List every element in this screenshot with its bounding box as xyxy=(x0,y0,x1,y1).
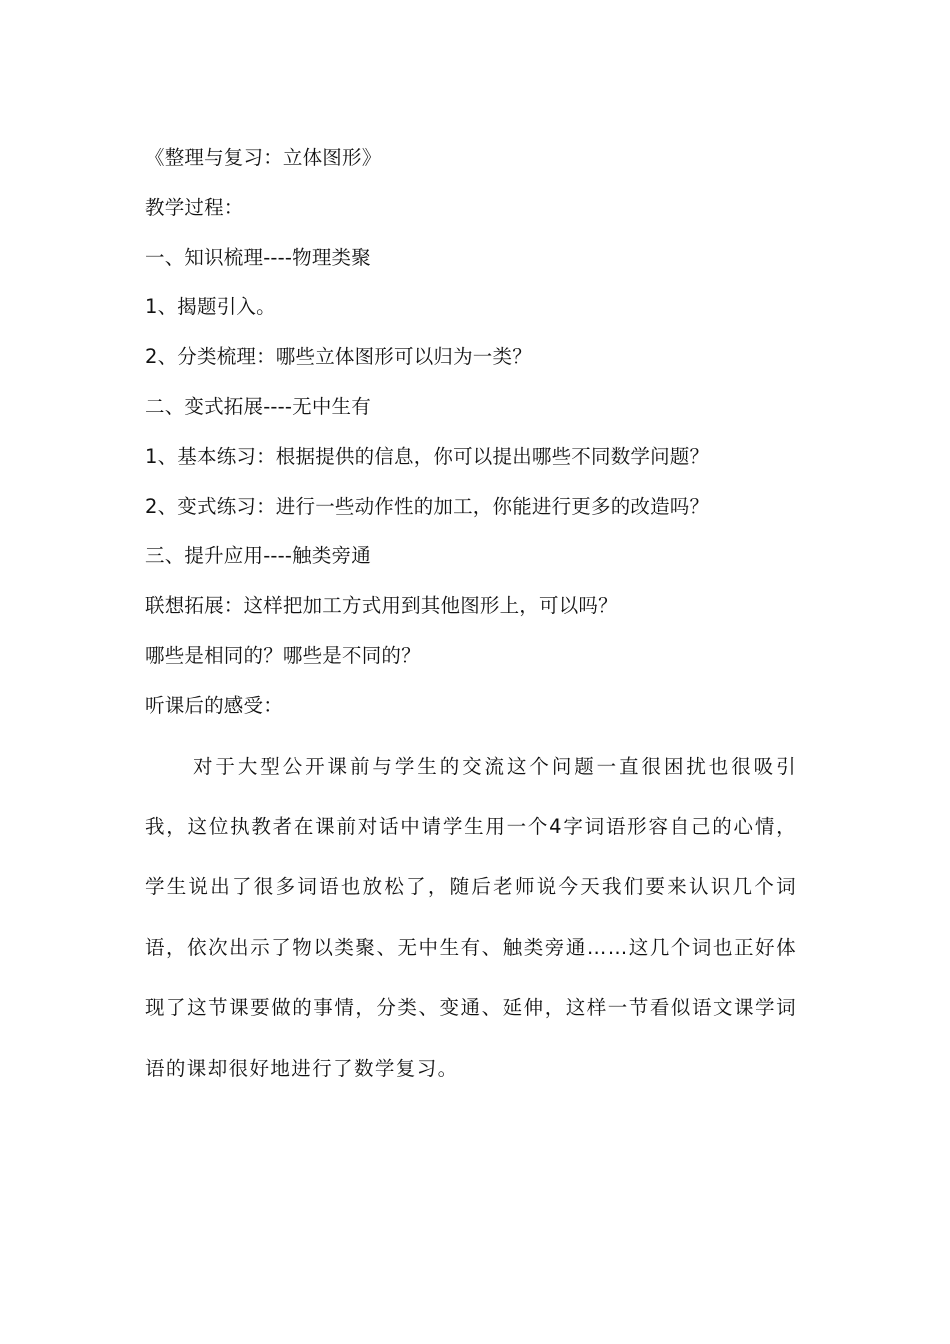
section-two-heading: 二、变式拓展----无中生有 xyxy=(145,394,371,418)
section-one-heading: 一、知识梳理----物理类聚 xyxy=(145,245,371,269)
teaching-process-heading: 教学过程： xyxy=(145,195,244,219)
section-three-item-2: 哪些是相同的？哪些是不同的？ xyxy=(145,643,421,667)
document-body xyxy=(145,133,805,1099)
section-two-item-2: 2、变式练习：进行一些动作性的加工，你能进行更多的改造吗？ xyxy=(145,494,710,518)
reflection-heading: 听课后的感受： xyxy=(145,693,283,717)
section-one-item-1: 1、揭题引入。 xyxy=(145,295,276,319)
section-two-item-1: 1、基本练习：根据提供的信息，你可以提出哪些不同数学问题？ xyxy=(145,444,710,468)
reflection-paragraph: 对于大型公开课前与学生的交流这个问题一直很困扰也很吸引我，这位执教者在课前对话中请学生用一个4字词语形容自己的心情，学生说出了很多词语也放松了，随后老师说今天我们要来认识几个词语，依次出示了物以类聚、无中生有、触类旁通……这几个词也正好体现了这节课要做的事情，分类、变通、延伸，这样一节看似语文课学词语的课却很好地进行了数学复习。 xyxy=(145,754,797,1080)
section-one-item-2: 2、分类梳理：哪些立体图形可以归为一类？ xyxy=(145,345,532,369)
section-three-heading: 三、提升应用----触类旁通 xyxy=(145,544,371,568)
document-title: 《整理与复习：立体图形》 xyxy=(145,146,382,169)
section-three-item-1: 联想拓展：这样把加工方式用到其他图形上，可以吗？ xyxy=(145,594,618,618)
